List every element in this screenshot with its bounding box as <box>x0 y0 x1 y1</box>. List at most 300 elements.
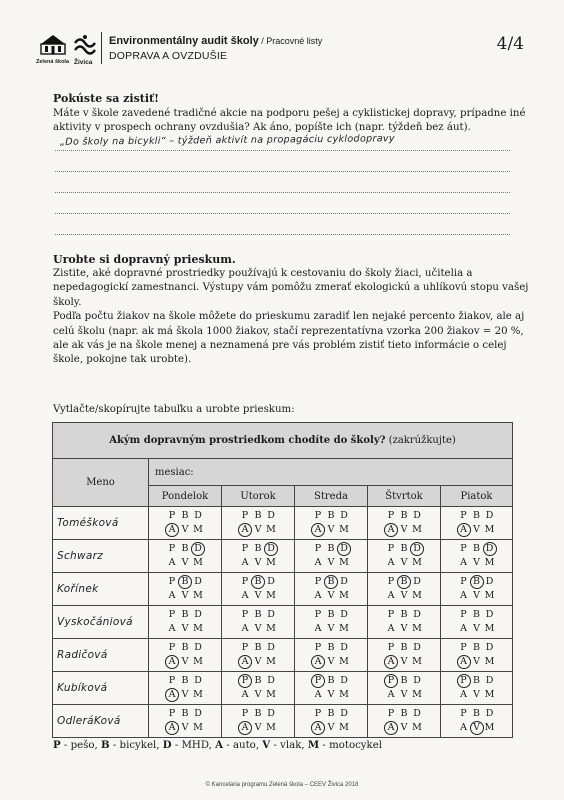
transport-option[interactable]: P <box>460 708 467 719</box>
transport-options-cell[interactable] <box>222 540 295 573</box>
transport-option[interactable]: M <box>266 722 276 733</box>
transport-option[interactable]: M <box>266 557 276 568</box>
transport-option[interactable]: B <box>181 708 189 719</box>
transport-option[interactable]: M <box>193 557 203 568</box>
transport-options-cell[interactable] <box>368 540 441 573</box>
transport-option[interactable]: V <box>327 524 335 535</box>
transport-option-selected[interactable]: A <box>385 656 397 668</box>
transport-option[interactable]: M <box>193 623 203 634</box>
transport-option-selected[interactable]: D <box>265 543 277 555</box>
transport-option-selected[interactable]: A <box>312 656 324 668</box>
transport-option[interactable]: B <box>473 675 480 686</box>
transport-option[interactable]: B <box>254 708 262 719</box>
transport-option[interactable]: B <box>400 675 408 686</box>
transport-options <box>295 543 367 569</box>
transport-option[interactable]: V <box>400 623 408 634</box>
transport-option[interactable]: D <box>267 708 275 719</box>
transport-options <box>441 675 512 701</box>
transport-option[interactable]: D <box>194 675 202 686</box>
transport-option[interactable]: B <box>254 642 262 653</box>
transport-option[interactable]: D <box>340 675 348 686</box>
transport-option[interactable]: D <box>194 609 202 620</box>
transport-option[interactable]: M <box>339 557 349 568</box>
transport-option[interactable]: M <box>412 722 422 733</box>
transport-options-cell[interactable] <box>222 639 295 672</box>
transport-options <box>222 576 294 602</box>
transport-option[interactable]: M <box>266 623 276 634</box>
transport-options <box>441 576 512 602</box>
transport-option[interactable]: D <box>485 642 494 653</box>
transport-option[interactable]: V <box>473 623 480 634</box>
transport-option[interactable]: A <box>460 623 467 634</box>
transport-option[interactable]: B <box>400 609 408 620</box>
transport-option[interactable]: D <box>340 510 348 521</box>
transport-option[interactable]: M <box>412 557 422 568</box>
legend-label: pešo <box>70 740 95 751</box>
transport-option[interactable]: P <box>314 510 322 521</box>
transport-option[interactable]: M <box>193 590 203 601</box>
transport-option[interactable]: M <box>339 524 349 535</box>
transport-options <box>149 675 221 701</box>
transport-options <box>149 708 221 734</box>
transport-option[interactable]: A <box>314 590 322 601</box>
transport-option[interactable]: M <box>412 689 422 700</box>
transport-options <box>295 609 367 635</box>
transport-options-cell[interactable] <box>295 606 368 639</box>
transport-option-selected[interactable]: B <box>398 576 410 588</box>
transport-options-cell[interactable] <box>368 705 441 738</box>
transport-option[interactable]: M <box>339 656 349 667</box>
transport-option[interactable]: D <box>194 510 202 521</box>
transport-option[interactable]: P <box>387 609 395 620</box>
transport-option[interactable]: M <box>484 557 495 568</box>
transport-option[interactable]: V <box>254 623 262 634</box>
transport-option[interactable]: D <box>340 642 348 653</box>
transport-option[interactable]: P <box>314 543 322 554</box>
logo-right-caption: Živica <box>74 59 93 66</box>
transport-option[interactable]: P <box>314 708 322 719</box>
transport-option[interactable]: M <box>193 689 203 700</box>
transport-options <box>368 543 440 569</box>
transport-options-cell[interactable] <box>222 672 295 705</box>
transport-option[interactable]: D <box>194 576 202 587</box>
transport-options-cell[interactable] <box>441 606 513 639</box>
transport-option[interactable]: B <box>181 675 189 686</box>
transport-option[interactable]: P <box>168 510 176 521</box>
transport-option[interactable]: P <box>387 543 395 554</box>
transport-option[interactable]: P <box>460 609 467 620</box>
transport-options <box>222 675 294 701</box>
transport-option[interactable]: B <box>400 642 408 653</box>
transport-options <box>295 576 367 602</box>
transport-option-selected[interactable]: A <box>385 722 397 734</box>
transport-option[interactable]: P <box>460 510 467 521</box>
transport-option[interactable]: A <box>460 557 467 568</box>
transport-option[interactable]: M <box>412 590 422 601</box>
section2-title: Urobte si dopravný prieskum. <box>53 253 236 266</box>
transport-option[interactable]: P <box>168 708 176 719</box>
transport-option-selected[interactable]: A <box>166 722 178 734</box>
page-footer: © Kancelária programu Zelená škola – CEEV Živica 2018 <box>205 782 359 788</box>
transport-option[interactable]: B <box>400 543 408 554</box>
transport-options-cell[interactable] <box>368 507 441 540</box>
transport-option[interactable]: M <box>484 524 495 535</box>
transport-option-selected[interactable]: A <box>166 656 178 668</box>
transport-option[interactable]: V <box>400 557 408 568</box>
transport-options-cell[interactable] <box>295 573 368 606</box>
transport-option[interactable]: M <box>484 590 495 601</box>
transport-option[interactable]: M <box>484 623 495 634</box>
transport-option[interactable]: A <box>241 590 249 601</box>
transport-options-cell[interactable] <box>149 540 222 573</box>
table-question-header <box>53 423 513 459</box>
transport-option[interactable]: P <box>241 609 249 620</box>
transport-option[interactable]: D <box>413 642 421 653</box>
transport-option[interactable]: B <box>254 510 262 521</box>
transport-option[interactable]: M <box>266 689 276 700</box>
transport-options-cell[interactable] <box>441 705 513 738</box>
transport-option[interactable]: V <box>181 557 189 568</box>
transport-option[interactable]: P <box>387 510 395 521</box>
transport-option[interactable]: D <box>413 510 421 521</box>
transport-option[interactable]: B <box>327 708 335 719</box>
transport-options-cell[interactable] <box>441 639 513 672</box>
transport-options <box>149 609 221 635</box>
transport-options <box>441 708 512 734</box>
transport-option[interactable]: D <box>340 576 348 587</box>
transport-option[interactable]: D <box>485 675 494 686</box>
transport-options-cell[interactable] <box>149 573 222 606</box>
transport-option[interactable]: B <box>327 510 335 521</box>
transport-option[interactable]: B <box>473 510 480 521</box>
transport-option-selected[interactable]: B <box>325 576 337 588</box>
transport-option-selected[interactable]: P <box>312 675 324 687</box>
transport-option[interactable]: P <box>387 708 395 719</box>
transport-option[interactable]: D <box>267 642 275 653</box>
transport-option-selected[interactable]: A <box>312 524 324 536</box>
logo-left-caption: Zelená škola <box>36 59 70 65</box>
day-header: Utorok <box>222 486 295 507</box>
table-row <box>53 639 513 672</box>
respondent-name: Schwarz <box>53 540 149 573</box>
transport-option[interactable]: D <box>485 510 494 521</box>
transport-option[interactable]: V <box>473 557 480 568</box>
transport-option[interactable]: B <box>473 543 480 554</box>
respondent-name: Kořínek <box>53 573 149 606</box>
transport-option[interactable]: D <box>267 510 275 521</box>
transport-option[interactable]: A <box>387 689 395 700</box>
transport-option[interactable]: A <box>168 590 176 601</box>
transport-option[interactable]: A <box>168 623 176 634</box>
survey-table <box>52 422 513 738</box>
table-row <box>53 573 513 606</box>
transport-options-cell[interactable] <box>441 573 513 606</box>
transport-option[interactable]: V <box>400 524 408 535</box>
transport-option[interactable]: P <box>168 543 176 554</box>
transport-option-selected[interactable]: B <box>252 576 264 588</box>
transport-option[interactable]: M <box>339 590 349 601</box>
transport-options-cell[interactable] <box>295 705 368 738</box>
transport-option-selected[interactable]: D <box>484 543 496 555</box>
transport-option-selected[interactable]: P <box>385 675 397 687</box>
transport-option[interactable]: V <box>181 524 189 535</box>
transport-options-cell[interactable] <box>149 507 222 540</box>
transport-option[interactable]: P <box>460 543 467 554</box>
transport-option[interactable]: V <box>181 689 189 700</box>
transport-options <box>368 642 440 668</box>
transport-option[interactable]: B <box>400 708 408 719</box>
transport-option[interactable]: V <box>327 557 335 568</box>
transport-option-selected[interactable]: D <box>338 543 350 555</box>
transport-option[interactable]: M <box>193 524 203 535</box>
transport-option[interactable]: D <box>485 708 494 719</box>
section2-text <box>53 267 533 368</box>
transport-option[interactable]: D <box>485 609 494 620</box>
transport-option[interactable]: A <box>314 689 322 700</box>
transport-option[interactable]: V <box>181 722 189 733</box>
transport-option[interactable]: D <box>485 576 494 587</box>
transport-option[interactable]: P <box>314 609 322 620</box>
transport-option[interactable]: V <box>473 689 480 700</box>
transport-options-cell[interactable] <box>222 606 295 639</box>
transport-option-selected[interactable]: A <box>458 524 470 536</box>
transport-option[interactable]: A <box>387 623 395 634</box>
transport-option[interactable]: B <box>181 609 189 620</box>
transport-options <box>441 543 512 569</box>
transport-options-cell[interactable] <box>441 540 513 573</box>
transport-options-cell[interactable] <box>222 573 295 606</box>
transport-option[interactable]: V <box>327 590 335 601</box>
transport-options-cell[interactable] <box>295 672 368 705</box>
transport-option[interactable]: M <box>412 656 422 667</box>
transport-option[interactable]: A <box>241 689 249 700</box>
transport-option-selected[interactable]: D <box>411 543 423 555</box>
transport-option[interactable]: V <box>400 689 408 700</box>
transport-option[interactable]: A <box>168 557 176 568</box>
transport-option[interactable]: V <box>254 590 262 601</box>
transport-options <box>149 510 221 536</box>
transport-options-cell[interactable] <box>368 639 441 672</box>
document-title <box>109 35 322 47</box>
transport-options <box>222 609 294 635</box>
transport-option[interactable]: M <box>339 623 349 634</box>
transport-option[interactable]: V <box>254 557 262 568</box>
transport-option[interactable]: B <box>327 642 335 653</box>
transport-option[interactable]: P <box>314 642 322 653</box>
transport-option-selected[interactable]: P <box>239 675 251 687</box>
transport-option[interactable]: B <box>473 708 480 719</box>
transport-options-cell[interactable] <box>295 639 368 672</box>
transport-options <box>222 543 294 569</box>
transport-option[interactable]: D <box>194 642 202 653</box>
transport-options-cell[interactable] <box>149 672 222 705</box>
transport-option[interactable]: A <box>387 557 395 568</box>
transport-option[interactable]: M <box>484 656 495 667</box>
transport-option-selected[interactable]: A <box>312 722 324 734</box>
transport-option[interactable]: D <box>413 609 421 620</box>
transport-options-cell[interactable] <box>222 507 295 540</box>
transport-option[interactable]: M <box>412 524 422 535</box>
transport-option[interactable]: A <box>387 590 395 601</box>
section1-text: Máte v škole zavedené tradičné akcie na podporu pešej a cyklistickej dopravy, prípadne iné aktivity v prospech ochrany ovzdušia? Ak áno, popíšte ich (napr. týždeň bez áut). <box>53 108 526 134</box>
transport-options-cell[interactable] <box>368 672 441 705</box>
transport-options-cell[interactable] <box>441 507 513 540</box>
transport-option[interactable]: P <box>460 642 467 653</box>
legend-key: D <box>162 739 172 751</box>
transport-option[interactable]: D <box>340 708 348 719</box>
transport-option[interactable]: V <box>473 524 480 535</box>
transport-option[interactable]: V <box>473 590 480 601</box>
transport-option[interactable]: P <box>241 510 249 521</box>
transport-option-selected[interactable]: P <box>458 675 470 687</box>
transport-option[interactable]: P <box>460 576 467 587</box>
transport-option[interactable]: M <box>193 722 203 733</box>
transport-option[interactable]: V <box>254 524 262 535</box>
transport-option[interactable]: M <box>266 656 276 667</box>
transport-option[interactable]: P <box>241 642 249 653</box>
transport-option-selected[interactable]: A <box>166 524 178 536</box>
transport-option[interactable]: P <box>241 576 249 587</box>
transport-option[interactable]: M <box>484 722 495 733</box>
transport-option[interactable]: V <box>181 656 189 667</box>
table-row <box>53 606 513 639</box>
answer-line <box>55 171 510 172</box>
transport-option[interactable]: P <box>241 543 249 554</box>
transport-option[interactable]: P <box>241 708 249 719</box>
transport-options <box>222 510 294 536</box>
transport-option[interactable]: P <box>168 609 176 620</box>
transport-option-selected[interactable]: A <box>239 656 251 668</box>
transport-options <box>441 510 512 536</box>
transport-options <box>222 708 294 734</box>
column-header-month: mesiac: <box>149 459 513 486</box>
transport-options <box>368 510 440 536</box>
transport-option[interactable]: M <box>266 590 276 601</box>
transport-options-cell[interactable] <box>149 639 222 672</box>
transport-option[interactable]: D <box>194 708 202 719</box>
transport-options-cell[interactable] <box>441 672 513 705</box>
transport-option[interactable]: P <box>168 675 176 686</box>
zivica-logo-icon <box>72 33 98 61</box>
transport-options-cell[interactable] <box>368 573 441 606</box>
transport-option[interactable]: M <box>193 656 203 667</box>
transport-option[interactable]: V <box>254 656 262 667</box>
document-title-bold: Environmentálny audit školy <box>109 35 259 47</box>
transport-option-selected[interactable]: B <box>179 576 191 588</box>
transport-option[interactable]: B <box>254 675 262 686</box>
transport-option[interactable]: B <box>400 510 408 521</box>
transport-option[interactable]: D <box>267 609 275 620</box>
transport-options-cell[interactable] <box>295 540 368 573</box>
transport-option[interactable]: A <box>460 590 467 601</box>
transport-option-selected[interactable]: A <box>239 722 251 734</box>
transport-options-cell[interactable] <box>295 507 368 540</box>
transport-option-selected[interactable]: A <box>166 689 178 701</box>
transport-option[interactable]: D <box>413 576 421 587</box>
transport-option[interactable]: V <box>181 590 189 601</box>
transport-options-cell[interactable] <box>368 606 441 639</box>
transport-options <box>441 642 512 668</box>
transport-option[interactable]: V <box>327 656 335 667</box>
transport-option[interactable]: D <box>267 675 275 686</box>
transport-option[interactable]: B <box>181 543 189 554</box>
transport-option[interactable]: B <box>327 543 335 554</box>
legend-label: motocykel <box>329 740 383 751</box>
transport-option[interactable]: D <box>340 609 348 620</box>
transport-option[interactable]: M <box>339 689 349 700</box>
transport-options-cell[interactable] <box>149 606 222 639</box>
transport-option[interactable]: D <box>413 675 421 686</box>
transport-option[interactable]: P <box>387 576 395 587</box>
page-number: 4/4 <box>496 34 524 54</box>
transport-option[interactable]: A <box>241 623 249 634</box>
transport-option[interactable]: V <box>327 689 335 700</box>
transport-options-cell[interactable] <box>149 705 222 738</box>
transport-options-cell[interactable] <box>222 705 295 738</box>
transport-option[interactable]: V <box>473 656 480 667</box>
legend-key: V <box>262 739 271 751</box>
table-row <box>53 705 513 738</box>
transport-option[interactable]: A <box>241 557 249 568</box>
transport-options <box>441 609 512 635</box>
transport-option[interactable]: B <box>327 675 335 686</box>
transport-option[interactable]: M <box>412 623 422 634</box>
transport-option[interactable]: V <box>181 623 189 634</box>
transport-option[interactable]: V <box>400 722 408 733</box>
transport-option-selected[interactable]: B <box>471 576 483 588</box>
transport-option[interactable]: A <box>460 689 467 700</box>
transport-option-selected[interactable]: A <box>458 656 470 668</box>
respondent-name: Radičová <box>53 639 149 672</box>
transport-option[interactable]: P <box>314 576 322 587</box>
transport-option[interactable]: B <box>327 609 335 620</box>
transport-option-selected[interactable]: V <box>471 722 483 734</box>
table-question-note: (zakrúžkujte) <box>385 435 456 446</box>
transport-option[interactable]: M <box>484 689 495 700</box>
transport-option-selected[interactable]: D <box>192 543 204 555</box>
legend-label: auto <box>232 740 256 751</box>
transport-option[interactable]: B <box>254 543 262 554</box>
transport-option[interactable]: V <box>254 722 262 733</box>
transport-option[interactable]: B <box>473 609 480 620</box>
transport-option[interactable]: A <box>314 557 322 568</box>
transport-option[interactable]: B <box>181 642 189 653</box>
section2-paragraph: Podľa počtu žiakov na škole môžete do prieskumu zaradiť len nejaké percento žiakov, ale aj celú školu (napr. ak má škola 1000 žiakov, stačí reprezentatívna vzorka 200 žiakov = 20 %, ale ak vás je na škole menej a neznamená pre vás problém zistiť tieto informácie o celej škole, pokojne tak urobte). <box>53 311 525 366</box>
transport-option[interactable]: V <box>254 689 262 700</box>
transport-option-selected[interactable]: A <box>239 524 251 536</box>
transport-option[interactable]: B <box>254 609 262 620</box>
answer-line <box>55 192 510 193</box>
transport-option[interactable]: D <box>413 708 421 719</box>
transport-option[interactable]: V <box>327 623 335 634</box>
transport-option[interactable]: A <box>460 722 467 733</box>
transport-option[interactable]: B <box>181 510 189 521</box>
transport-option[interactable]: D <box>267 576 275 587</box>
transport-option[interactable]: V <box>327 722 335 733</box>
legend-key: P <box>53 739 61 751</box>
transport-option[interactable]: M <box>266 524 276 535</box>
transport-option[interactable]: V <box>400 656 408 667</box>
transport-option[interactable]: B <box>473 642 480 653</box>
transport-option[interactable]: A <box>314 623 322 634</box>
transport-option[interactable]: P <box>387 642 395 653</box>
transport-option-selected[interactable]: A <box>385 524 397 536</box>
transport-option[interactable]: P <box>168 576 176 587</box>
transport-option[interactable]: M <box>339 722 349 733</box>
transport-option[interactable]: V <box>400 590 408 601</box>
table-intro: Vytlačte/skopírujte tabuľku a urobte prieskum: <box>53 404 295 415</box>
transport-option[interactable]: P <box>168 642 176 653</box>
